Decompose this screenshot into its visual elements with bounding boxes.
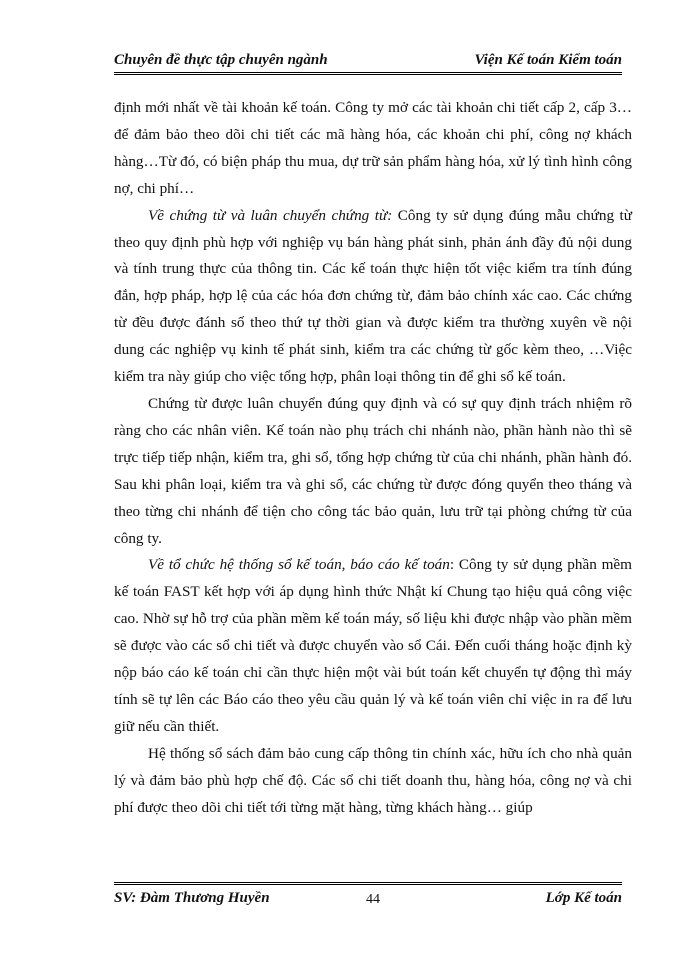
paragraph-text: Công ty sử dụng đúng mẫu chứng từ theo quy định phù hợp với nghiệp vụ bán hàng phát sinh, phản ánh đầy đủ nội dung và tính trung thực của thông tin. Các kế toán thực hiện tốt việc kiểm tra tính đúng đắn, hợp pháp, hợp lệ của các hóa đơn chứng từ, đảm bảo chính xác cao. Các chứng từ đều được đánh số theo thứ tự thời gian và được kiểm tra thường xuyên về nội dung các nghiệp vụ kinh tế phát sinh, kiểm tra các chứng từ gốc kèm theo, …Việc kiểm tra này giúp cho việc tổng hợp, phân loại thông tin để ghi sổ kế toán. <box>114 206 632 386</box>
paragraph-vouchers <box>114 203 632 391</box>
header-institute: Viện Kế toán Kiểm toán <box>474 52 622 68</box>
page-header <box>114 50 622 75</box>
paragraph-voucher-circulation <box>114 391 632 552</box>
document-body <box>114 95 632 821</box>
paragraph-text: Hệ thống sổ sách đảm bảo cung cấp thông tin chính xác, hữu ích cho nhà quản lý và đảm bảo phù hợp chế độ. Các sổ chi tiết doanh thu, hàng hóa, công nợ và chi phí được theo dõi chi tiết tới từng mặt hàng, từng khách hàng… giúp <box>114 744 632 816</box>
paragraph-continuation <box>114 95 632 203</box>
page-number: 44 <box>366 892 380 907</box>
header-course-title: Chuyên đề thực tập chuyên ngành <box>114 52 328 68</box>
page-footer <box>114 882 622 909</box>
paragraph-bookkeeping <box>114 741 632 822</box>
paragraph-text: định mới nhất về tài khoản kế toán. Công ty mở các tài khoản chi tiết cấp 2, cấp 3…để đảm bảo theo dõi chi tiết các mã hàng hóa, các khoản chi phí, công nợ khách hàng…Từ đó, có biện pháp thu mua, dự trữ sản phẩm hàng hóa, xử lý tình hình công nợ, chi phí… <box>114 99 632 197</box>
footer-class: Lớp Kế toán <box>545 890 622 906</box>
paragraph-text: Chứng từ được luân chuyển đúng quy định và có sự quy định trách nhiệm rõ ràng cho các nhân viên. Kế toán nào phụ trách chi nhánh nào, phần hành nào thì sẽ trực tiếp tiếp nhận, kiểm tra, ghi sổ, tổng hợp chứng từ của chi nhánh, phần hành đó. Sau khi phân loại, kiểm tra và ghi sổ, các chứng từ được đóng quyển theo tháng và theo từng chi nhánh để tiện cho công tác bảo quản, lưu trữ tại phòng chứng từ của công ty. <box>114 394 632 547</box>
paragraph-italic-lead: Về tổ chức hệ thống sổ kế toán, báo cáo kế toán <box>148 556 450 574</box>
paragraph-ledger-system <box>114 552 632 740</box>
paragraph-italic-lead: Về chứng từ và luân chuyển chứng từ: <box>148 206 393 224</box>
footer-student-name: SV: Đàm Thương Huyền <box>114 890 270 906</box>
paragraph-text: : Công ty sử dụng phần mềm kế toán FAST kết hợp với áp dụng hình thức Nhật kí Chung tạo hiệu quả công việc cao. Nhờ sự hỗ trợ của phần mềm kế toán máy, số liệu khi được nhập vào phần mềm sẽ được vào các sổ chi tiết và được chuyển vào sổ Cái. Đến cuối tháng hoặc định kỳ nộp báo cáo kế toán chỉ cần thực hiện một vài bút toán kết chuyển tự động thì máy tính sẽ tự lên các Báo cáo theo yêu cầu quản lý và kế toán viên chỉ việc in ra để lưu giữ nếu cần thiết. <box>114 556 632 735</box>
